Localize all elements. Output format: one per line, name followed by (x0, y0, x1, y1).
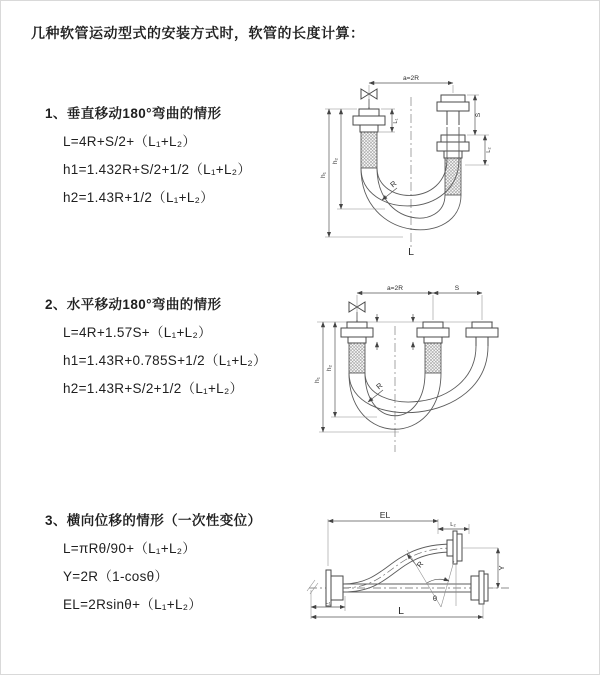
end-length-right-label: L₂ (486, 147, 492, 153)
right-flange-original-position (471, 571, 488, 604)
formula-length: L=πRθ/90+（L₁+L₂） (63, 541, 197, 556)
right-fitting-position-2 (466, 322, 498, 346)
diagram-horizontal-movement (303, 280, 597, 466)
bend-radius-label: R (414, 559, 426, 570)
travel-label: S (454, 285, 460, 292)
dimension-extended-length (328, 510, 438, 566)
section-3-heading: 3、横向位移的情形（一次性变位） (45, 513, 262, 528)
formula-h1: h1=1.43R+0.785S+1/2（L₁+L₂） (63, 353, 267, 368)
end-length-left-label: L₁ (325, 600, 331, 606)
horizontal-bend-drawing (303, 280, 597, 466)
centerline-break-mark (307, 580, 318, 594)
right-flange-displaced-position (447, 531, 462, 564)
lateral-displacement-drawing (297, 504, 599, 661)
right-fitting-upper-position (437, 95, 469, 125)
dimension-travel (467, 95, 489, 135)
section-lateral-displacement (45, 512, 315, 624)
formula-length: L=4R+1.57S+（L₁+L₂） (63, 325, 212, 340)
hose-displaced-curve (343, 544, 453, 592)
vertical-bend-drawing (307, 69, 595, 263)
bend-angle-construction (407, 550, 454, 607)
height-outer-label: h₁ (320, 172, 327, 178)
formula-h2: h2=1.43R+S/2+1/2（L₁+L₂） (63, 381, 244, 396)
formula-length: L=4R+S/2+（L₁+L₂） (63, 134, 197, 149)
hose-length-label: L (398, 605, 404, 617)
formula-offset: Y=2R（1-cosθ） (63, 569, 169, 584)
formula-h1: h1=1.432R+S/2+1/2（L₁+L₂） (63, 162, 252, 177)
extended-length-label: EL (379, 510, 391, 520)
end-length-right-label: L₂ (450, 522, 456, 528)
travel-label: S (475, 112, 482, 118)
left-fitting (341, 322, 373, 373)
section-vertical-movement (45, 105, 315, 217)
page-title: 几种软管运动型式的安装方式时，软管的长度计算： (31, 25, 365, 41)
bend-radius-leader (382, 179, 399, 200)
braid-section (361, 132, 377, 168)
diagram-vertical-movement (307, 69, 595, 263)
bend-radius-label: R (374, 380, 385, 392)
dimension-span-top (357, 285, 482, 320)
span-top-label: a=2R (387, 285, 403, 292)
section-1-heading: 1、垂直移动180°弯曲的情形 (45, 106, 222, 121)
section-horizontal-movement (45, 296, 315, 408)
bend-radius-label: R (388, 178, 399, 190)
offset-label: Y (497, 565, 506, 571)
span-top-label: a=2R (403, 75, 419, 82)
height-inner-label: h₂ (326, 364, 333, 372)
right-fitting-lower-position (437, 135, 469, 195)
diagram-lateral-displacement (297, 504, 599, 661)
formula-h2: h2=1.43R+1/2（L₁+L₂） (63, 190, 214, 205)
height-outer-label: h₁ (314, 377, 321, 383)
bend-angle-label: θ (432, 594, 438, 603)
section-2-heading: 2、水平移动180°弯曲的情形 (45, 297, 222, 312)
end-length-left-label: L₁ (393, 118, 399, 124)
middle-fitting-position-1 (417, 322, 449, 373)
formula-extended-length: EL=2Rsinθ+（L₁+L₂） (63, 597, 203, 612)
braid-section (425, 343, 441, 373)
braid-section (349, 343, 365, 373)
height-inner-label: h₂ (332, 157, 339, 165)
left-fitting (353, 109, 385, 168)
hose-length-label: L (408, 246, 414, 258)
